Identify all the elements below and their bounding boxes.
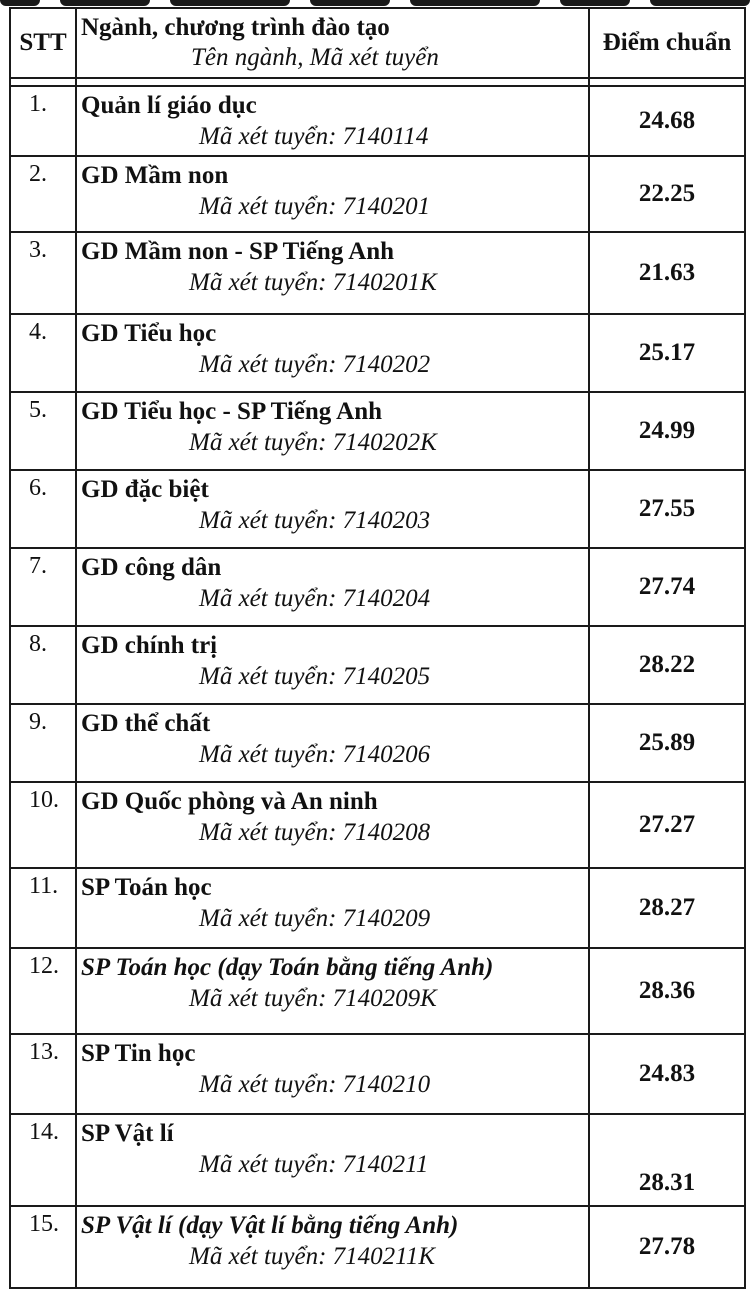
program-name: GD công dân	[81, 554, 222, 581]
program-name: GD Tiểu học - SP Tiếng Anh	[81, 398, 383, 425]
table-row	[10, 1206, 745, 1288]
program-code: Mã xét tuyển: 7140206	[199, 741, 431, 768]
program-code: Mã xét tuyển: 7140210	[199, 1071, 431, 1098]
row-program	[76, 626, 589, 704]
table-row	[10, 868, 745, 948]
table-row	[10, 156, 745, 232]
table-row	[10, 548, 745, 626]
table-row	[10, 470, 745, 548]
table-row	[10, 782, 745, 868]
row-score: 27.74	[589, 548, 745, 626]
row-score: 27.55	[589, 470, 745, 548]
program-code: Mã xét tuyển: 7140201	[199, 193, 431, 220]
table-row	[10, 1114, 745, 1206]
row-program	[76, 948, 589, 1034]
row-stt: 7.	[10, 548, 76, 626]
row-stt: 8.	[10, 626, 76, 704]
program-name: SP Toán học	[81, 874, 212, 901]
table-row	[10, 314, 745, 392]
table-row	[10, 626, 745, 704]
program-name: GD Mầm non - SP Tiếng Anh	[81, 238, 395, 265]
program-name: GD Mầm non	[81, 162, 229, 189]
program-code: Mã xét tuyển: 7140202	[199, 351, 431, 378]
row-score: 28.31	[589, 1114, 745, 1206]
row-stt: 13.	[10, 1034, 76, 1114]
table-row	[10, 948, 745, 1034]
program-code: Mã xét tuyển: 7140205	[199, 663, 431, 690]
row-score: 28.22	[589, 626, 745, 704]
row-program	[76, 1034, 589, 1114]
table-row	[10, 232, 745, 314]
row-program	[76, 470, 589, 548]
row-stt: 12.	[10, 948, 76, 1034]
program-name: SP Tin học	[81, 1040, 196, 1067]
row-score: 24.83	[589, 1034, 745, 1114]
admission-score-table	[9, 7, 746, 1289]
row-program	[76, 392, 589, 470]
program-code: Mã xét tuyển: 7140211	[199, 1151, 429, 1178]
row-score: 27.78	[589, 1206, 745, 1288]
row-score: 22.25	[589, 156, 745, 232]
row-program	[76, 86, 589, 156]
table-row	[10, 392, 745, 470]
header-program	[76, 8, 589, 78]
program-name: SP Toán học (dạy Toán bằng tiếng Anh)	[81, 954, 494, 981]
program-name: SP Vật lí (dạy Vật lí bằng tiếng Anh)	[81, 1212, 459, 1239]
program-name: GD chính trị	[81, 632, 218, 659]
row-score: 25.17	[589, 314, 745, 392]
program-name: GD đặc biệt	[81, 476, 209, 503]
program-code: Mã xét tuyển: 7140202K	[189, 429, 437, 456]
program-name: GD Tiểu học	[81, 320, 217, 347]
row-stt: 14.	[10, 1114, 76, 1206]
row-stt: 2.	[10, 156, 76, 232]
row-stt: 15.	[10, 1206, 76, 1288]
row-stt: 11.	[10, 868, 76, 948]
row-program	[76, 1114, 589, 1206]
row-program	[76, 548, 589, 626]
program-code: Mã xét tuyển: 7140211K	[189, 1243, 435, 1270]
program-code: Mã xét tuyển: 7140208	[199, 819, 431, 846]
row-program	[76, 782, 589, 868]
header-spacer	[10, 78, 745, 86]
table-header-row	[10, 8, 745, 78]
row-stt: 9.	[10, 704, 76, 782]
program-code: Mã xét tuyển: 7140203	[199, 507, 431, 534]
row-program	[76, 704, 589, 782]
program-code: Mã xét tuyển: 7140209	[199, 905, 431, 932]
row-program	[76, 156, 589, 232]
table-row	[10, 704, 745, 782]
row-stt: 10.	[10, 782, 76, 868]
row-score: 24.68	[589, 86, 745, 156]
row-score: 27.27	[589, 782, 745, 868]
program-name: GD thể chất	[81, 710, 211, 737]
program-name: SP Vật lí	[81, 1120, 174, 1147]
row-program	[76, 314, 589, 392]
table-row	[10, 1034, 745, 1114]
header-program-title: Ngành, chương trình đào tạo	[81, 14, 390, 41]
row-stt: 6.	[10, 470, 76, 548]
row-score: 25.89	[589, 704, 745, 782]
table-row	[10, 86, 745, 156]
program-code: Mã xét tuyển: 7140201K	[189, 269, 437, 296]
row-stt: 5.	[10, 392, 76, 470]
row-stt: 3.	[10, 232, 76, 314]
program-code: Mã xét tuyển: 7140114	[199, 123, 429, 150]
row-score: 28.27	[589, 868, 745, 948]
header-score: Điểm chuẩn	[589, 8, 745, 78]
header-stt: STT	[10, 8, 76, 78]
table-body	[10, 86, 745, 1288]
row-score: 21.63	[589, 232, 745, 314]
row-stt: 1.	[10, 86, 76, 156]
row-program	[76, 1206, 589, 1288]
program-code: Mã xét tuyển: 7140209K	[189, 985, 437, 1012]
row-score: 28.36	[589, 948, 745, 1034]
row-program	[76, 232, 589, 314]
header-program-subtitle: Tên ngành, Mã xét tuyển	[191, 44, 439, 71]
program-name: GD Quốc phòng và An ninh	[81, 788, 378, 815]
program-code: Mã xét tuyển: 7140204	[199, 585, 431, 612]
program-name: Quản lí giáo dục	[81, 92, 257, 119]
row-program	[76, 868, 589, 948]
row-score: 24.99	[589, 392, 745, 470]
row-stt: 4.	[10, 314, 76, 392]
